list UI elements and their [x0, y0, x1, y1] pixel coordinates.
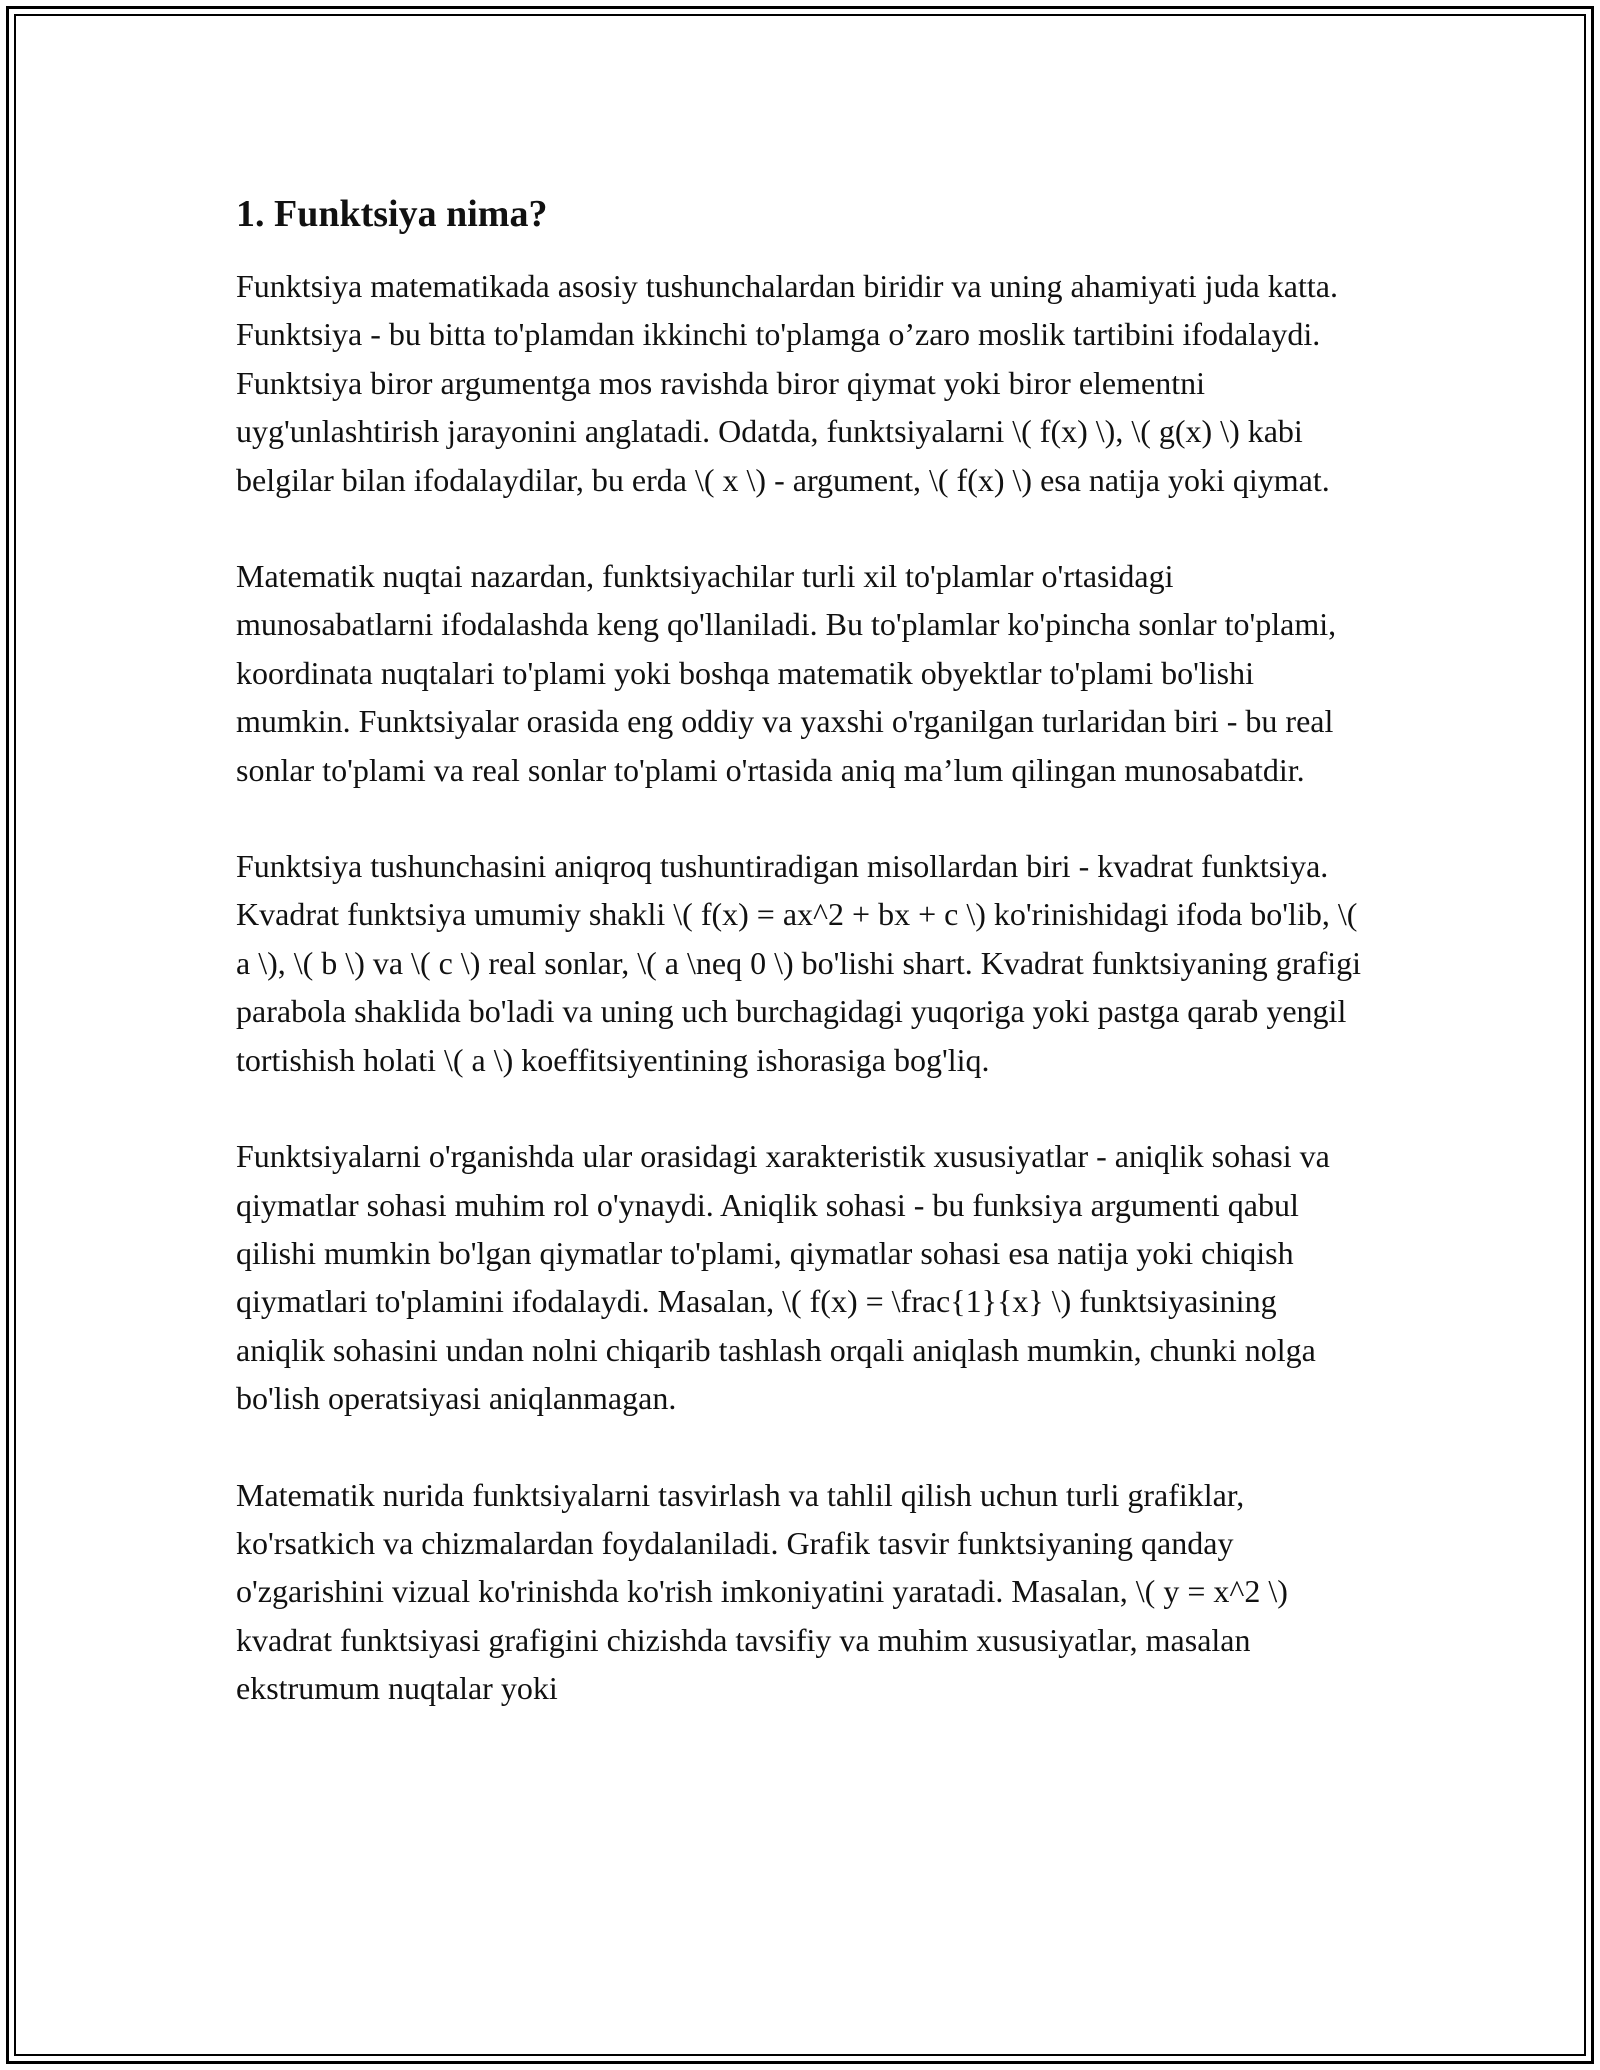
paragraph-4: Funktsiyalarni o'rganishda ular orasidagi xarakteristik xususiyatlar - aniqlik sohasi va qiymatlar sohasi muhim rol o'ynaydi. Aniqlik sohasi - bu funksiya argumenti qabul qilishi mumkin bo'lgan qiymatlar to'plami, qiymatlar sohasi esa natija yoki chiqish qiymatlari to'plamini ifodalaydi. Masalan, \( f(x) = \frac{1}{x} \) funktsiyasining aniqlik sohasini undan nolni chiqarib tashlash orqali aniqlash mumkin, chunki nolga bo'lish operatsiyasi aniqlanmagan.	[236, 1138, 1330, 1417]
section-heading: 1. Funktsiya nima?	[236, 193, 548, 235]
document-body	[236, 186, 1366, 1761]
paragraph-1: Funktsiya matematikada asosiy tushunchalardan biridir va uning ahamiyati juda katta. Funktsiya - bu bitta to'plamdan ikkinchi to'plamga o’zaro moslik tartibini ifodalaydi. Funktsiya biror argumentga mos ravishda biror qiymat yoki biror elementni uyg'unlashtirish jarayonini anglatadi. Odatda, funktsiyalarni \( f(x) \), \( g(x) \) kabi belgilar bilan ifodalaydilar, bu erda \( x \) - argument, \( f(x) \) esa natija yoki qiymat.	[236, 268, 1338, 498]
paragraph-5: Matematik nurida funktsiyalarni tasvirlash va tahlil qilish uchun turli grafiklar, ko'rsatkich va chizmalardan foydalaniladi. Grafik tasvir funktsiyaning qanday o'zgarishini vizual ko'rinishda ko'rish imkoniyatini yaratadi. Masalan, \( y = x^2 \) kvadrat funktsiyasi grafigini chizishda tavsifiy va muhim xususiyatlar, masalan ekstrumum nuqtalar yoki	[236, 1476, 1288, 1707]
paragraph-2: Matematik nuqtai nazardan, funktsiyachilar turli xil to'plamlar o'rtasidagi munosabatlarni ifodalashda keng qo'llaniladi. Bu to'plamlar ko'pincha sonlar to'plami, koordinata nuqtalari to'plami yoki boshqa matematik obyektlar to'plami bo'lishi mumkin. Funktsiyalar orasida eng oddiy va yaxshi o'rganilgan turlaridan biri - bu real sonlar to'plami va real sonlar to'plami o'rtasida aniq ma’lum qilingan munosabatdir.	[236, 558, 1337, 788]
paragraph-3: Funktsiya tushunchasini aniqroq tushuntiradigan misollardan biri - kvadrat funktsiya. Kvadrat funktsiya umumiy shakli \( f(x) = ax^2 + bx + c \) ko'rinishidagi ifoda bo'lib, \( a \), \( b \) va \( c \) real sonlar, \( a \neq 0 \) bo'lishi shart. Kvadrat funktsiyaning grafigi parabola shaklida bo'ladi va uning uch burchagidagi yuqoriga yoki pastga qarab yengil tortishish holati \( a \) koeffitsiyentining ishorasiga bog'liq.	[236, 848, 1362, 1078]
